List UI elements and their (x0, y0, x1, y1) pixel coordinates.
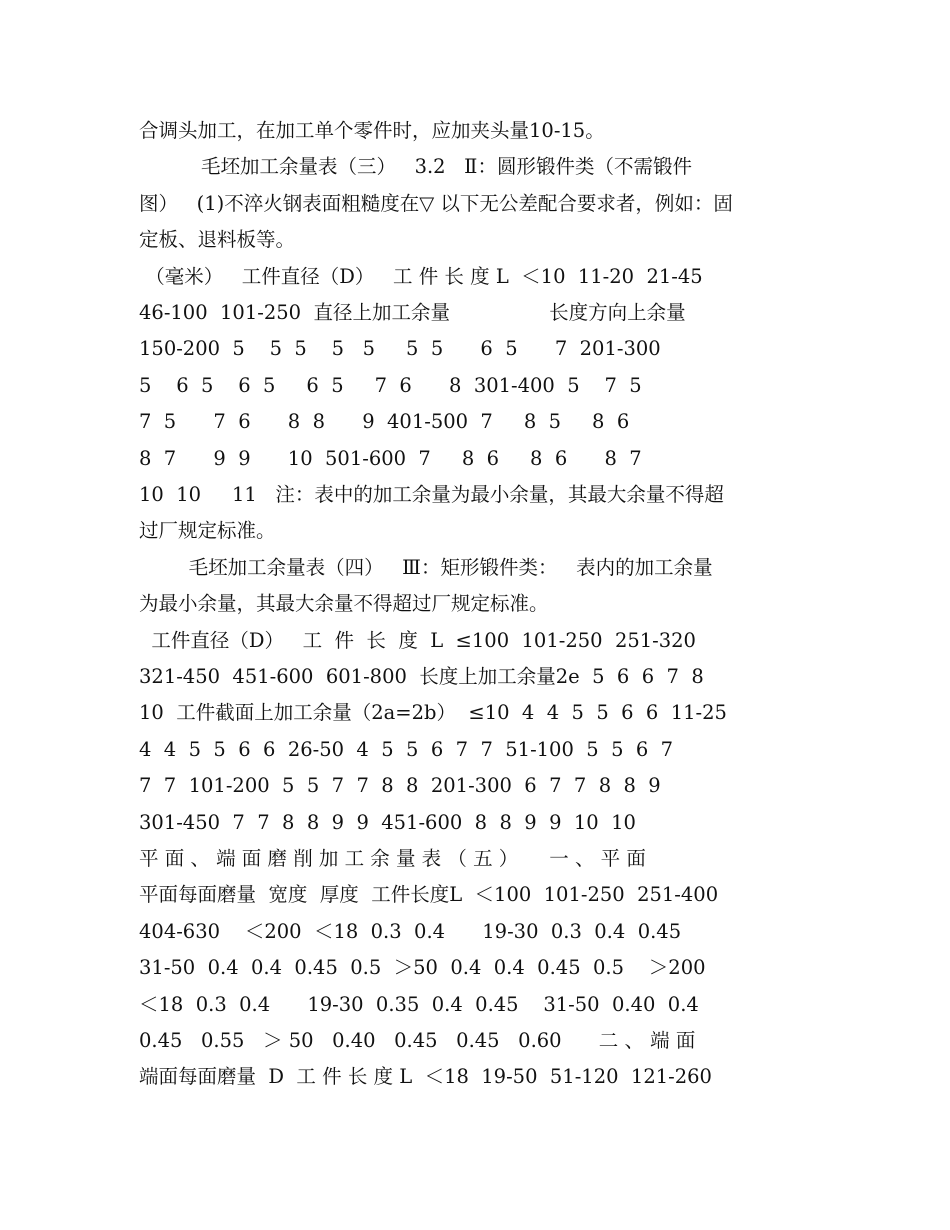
text-line: 8 7 9 9 10 501-600 7 8 6 8 6 8 7 (139, 446, 642, 470)
text-line: 150-200 5 5 5 5 5 5 5 6 5 7 201-300 (139, 337, 661, 361)
text-line: 图） (1)不淬火钢表面粗糙度在▽ 以下无公差配合要求者，例如：固 (139, 191, 733, 215)
text-line: 301-450 7 7 8 8 9 9 451-600 8 8 9 9 10 10 (139, 810, 636, 834)
text-line: 4 4 5 5 6 6 26-50 4 5 5 6 7 7 51-100 5 5 6 7 (139, 737, 674, 761)
text-line: 5 6 5 6 5 6 5 7 6 8 301-400 5 7 5 (139, 373, 642, 397)
text-line: （毫米） 工件直径（D） 工 件 长 度 L ＜10 11-20 21-45 (139, 264, 703, 288)
text-line: 7 5 7 6 8 8 9 401-500 7 8 5 8 6 (139, 410, 630, 434)
text-line: 工件直径（D） 工 件 长 度 L ≤100 101-250 251-320 (139, 628, 696, 652)
text-line: 0.45 0.55 ＞ 50 0.40 0.45 0.45 0.60 二 、 端 面 (139, 1029, 696, 1052)
text-line: 7 7 101-200 5 5 7 7 8 8 201-300 6 7 7 8 8 9 (139, 774, 661, 798)
text-line: 平面每面磨量 宽度 厚度 工件长度L ＜100 101-250 251-400 (139, 883, 719, 907)
text-line: 31-50 0.4 0.4 0.45 0.5 ＞50 0.4 0.4 0.45 0.5 ＞200 (139, 956, 706, 980)
text-line: 过厂规定标准。 (139, 519, 276, 543)
text-line: 毛坯加工余量表（四） Ⅲ：矩形锻件类： 表内的加工余量 (139, 555, 713, 579)
text-line: 404-630 ＜200 ＜18 0.3 0.4 19-30 0.3 0.4 0.45 (139, 919, 682, 943)
text-line: 平 面 、 端 面 磨 削 加 工 余 量 表 （ 五 ） 一 、 平 面 (139, 847, 646, 870)
text-line: 合调头加工，在加工单个零件时，应加夹头量10-15。 (139, 119, 605, 142)
text-line: 定板、退料板等。 (139, 228, 296, 252)
text-line: 46-100 101-250 直径上加工余量 长度方向上余量 (139, 301, 686, 324)
text-line: 端面每面磨量 D 工 件 长 度 L ＜18 19-50 51-120 121-260 (139, 1065, 712, 1089)
text-line: 10 工件截面上加工余量（2a=2b） ≤10 4 4 5 5 6 6 11-25 (139, 701, 727, 725)
text-line: 为最小余量，其最大余量不得超过厂规定标准。 (139, 592, 549, 616)
text-line: 毛坯加工余量表（三） 3.2 Ⅱ：圆形锻件类（不需锻件 (139, 155, 692, 179)
text-line: 321-450 451-600 601-800 长度上加工余量2e 5 6 6 7 8 (139, 665, 704, 688)
text-line: 10 10 11 注：表中的加工余量为最小余量，其最大余量不得超 (139, 483, 724, 506)
text-line: ＜18 0.3 0.4 19-30 0.35 0.4 0.45 31-50 0.40 0.4 (139, 992, 699, 1016)
